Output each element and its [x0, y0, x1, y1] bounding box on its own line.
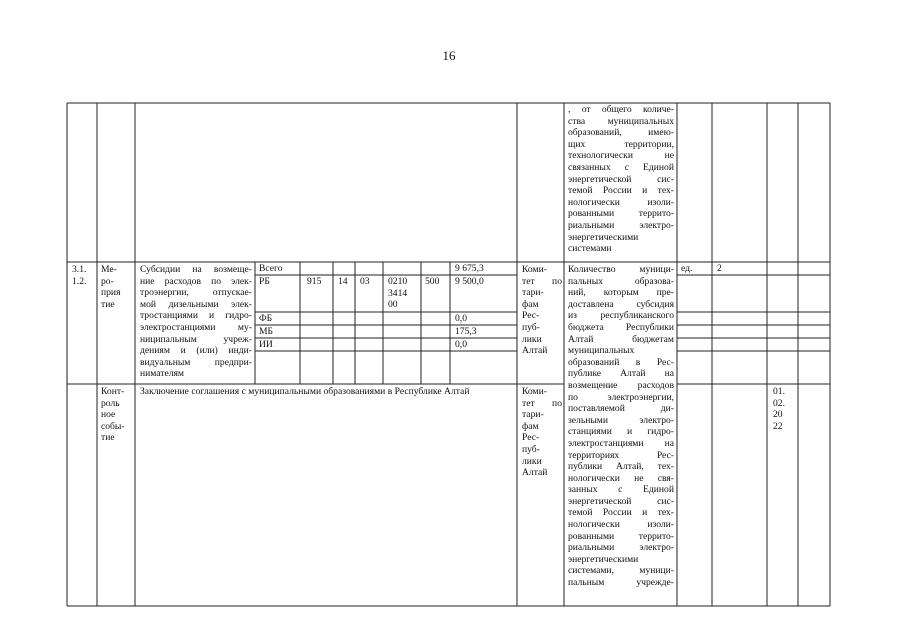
source-mb: МБ — [259, 326, 274, 337]
source-rb: РБ — [259, 276, 270, 287]
source-fb: ФБ — [259, 313, 273, 324]
code-pr: 03 — [360, 276, 370, 287]
indicator-text: Количество муници- пальных образова- ний, которым пре- доставлена субсидия из республиканского бюджета Республики Алтай бюджетам муниципальных образований в Рес- публике Алтай на возмещение расходов по электроэнергии, поставляемой ди- зельными электро- станциями и гидро- электростанциями на территориях Рес- публики Алтай, тех- нологически не свя- занных с Единой энергетической сис- темой России и тех- нологически изоли- рованными террито- риальными электро- энергетическими системами, муници- пальным учрежде- — [568, 264, 674, 589]
code-rz: 14 — [338, 276, 348, 287]
measure-kind: Ме- ро- прия тие — [101, 264, 121, 310]
amount-rb: 9 500,0 — [455, 276, 484, 287]
code-grbs: 915 — [307, 276, 322, 287]
measure-executor: Коми- тет по тари- фам Рес- пуб- лики Алтай — [522, 264, 562, 357]
source-total: Всего — [259, 263, 283, 274]
value-cell: 2 — [717, 263, 722, 274]
control-kind: Конт- роль ное собы- тие — [101, 386, 125, 444]
measure-name: Субсидии на возмеще- ние расходов по элек- троэнергии, отпускае- мой дизельными элек- тростанциями и гидро- электростанциями му- ниципальным учреж- дениям и (или) инди- видуальным предпри- нимателям — [140, 264, 252, 380]
control-executor: Коми- тет по тари- фам Рес- пуб- лики Алтай — [522, 386, 562, 479]
amount-ii: 0,0 — [455, 339, 467, 350]
indicator-continuation: , от общего количе- ства муниципальных образований, имею- щих территории, технологически не связанных с Единой энергетической сис- темой России и тех- нологически изоли- рованными террито- риальными электро- энергетическими системами — [568, 104, 674, 255]
code-vr: 500 — [425, 276, 440, 287]
amount-mb: 175,3 — [455, 326, 477, 337]
amount-fb: 0,0 — [455, 313, 467, 324]
code-csr: 0210 3414 00 — [388, 276, 408, 311]
unit-cell: ед. — [681, 263, 693, 274]
source-ii: ИИ — [259, 339, 273, 350]
control-text: Заключение соглашения с муниципальными образованиями в Республике Алтай — [140, 386, 470, 397]
page-number: 16 — [442, 48, 456, 63]
control-date: 01. 02. 20 22 — [773, 386, 785, 432]
measure-number: 3.1. 1.2. — [72, 264, 87, 287]
amount-total: 9 675,3 — [455, 263, 484, 274]
